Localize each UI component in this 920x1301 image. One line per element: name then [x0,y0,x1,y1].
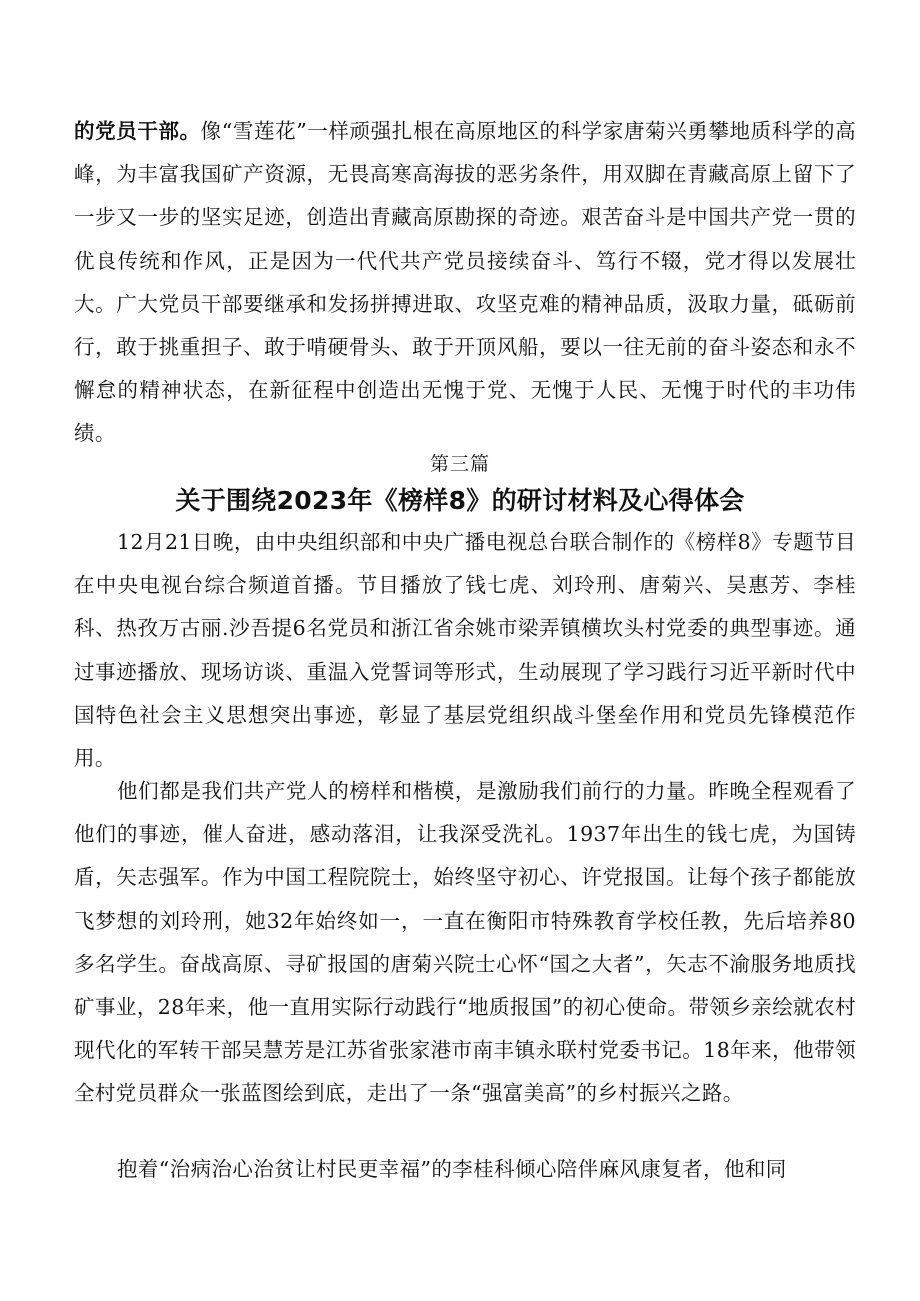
body-paragraph-3: 抱着“治病治心治贫让村民更幸福”的李桂科倾心陪伴麻风康复者，他和同 [117,1157,787,1181]
intro-body-text: 像“雪莲花”一样顽强扎根在高原地区的科学家唐菊兴勇攀地质科学的高峰，为丰富我国矿产资源，无畏高寒高海拔的恶劣条件，用双脚在青藏高原上留下了一步又一步的坚实足迹，创造出青藏高原勘探的奇迹。艰苦奋斗是中国共产党一贯的优良传统和作风，正是因为一代代共产党员接续奋斗、笃行不辍，党才得以发展壮大。广大党员干部要继承和发扬拼搏进取、攻坚克难的精神品质，汲取力量，砥砺前行，敢于挑重担子、敢于啃硬骨头、敢于开顶风船，要以一往无前的奋斗姿态和永不懈怠的精神状态，在新征程中创造出无愧于党、无愧于人民、无愧于时代的丰功伟绩。 [74,119,856,446]
section-label: 第三篇 [429,453,490,475]
page-title: 关于围绕2023年《榜样8》的研讨材料及心得体会 [175,486,745,515]
body-paragraph-2: 他们都是我们共产党人的榜样和楷模，是激励我们前行的力量。昨晚全程观看了他们的事迹，催人奋进，感动落泪，让我深受洗礼。1937年出生的钱七虎，为国铸盾，矢志强军。作为中国工程院院士，始终坚守初心、许党报国。让每个孩子都能放飞梦想的刘玲刑，她32年始终如一，一直在衡阳市特殊教育学校任教，先后培养80多名学生。奋战高原、寻矿报国的唐菊兴院士心怀“国之大者”，矢志不渝服务地质找矿事业，28年来，他一直用实际行动践行“地质报国”的初心使命。带领乡亲绘就农村现代化的军转干部吴慧芳是江苏省张家港市南丰镇永联村党委书记。18年来，他带领全村党员群众一张蓝图绘到底，走出了一条“强富美高”的乡村振兴之路。 [74,779,856,1106]
intro-lead-text: 的党员干部。 [74,119,201,143]
body-paragraph-1: 12月21日晚，由中央组织部和中央广播电视总台联合制作的《榜样8》专题节目在中央电视台综合频道首播。节目播放了钱七虎、刘玲刑、唐菊兴、吴惠芳、李桂科、热孜万古丽.沙吾提6名党员和浙江省余姚市梁弄镇横坎头村党委的典型事迹。通过事迹播放、现场访谈、重温入党誓词等形式，生动展现了学习践行习近平新时代中国特色社会主义思想突出事迹，彰显了基层党组织战斗堡垒作用和党员先锋模范作用。 [74,530,856,771]
intro-paragraph [74,110,856,456]
